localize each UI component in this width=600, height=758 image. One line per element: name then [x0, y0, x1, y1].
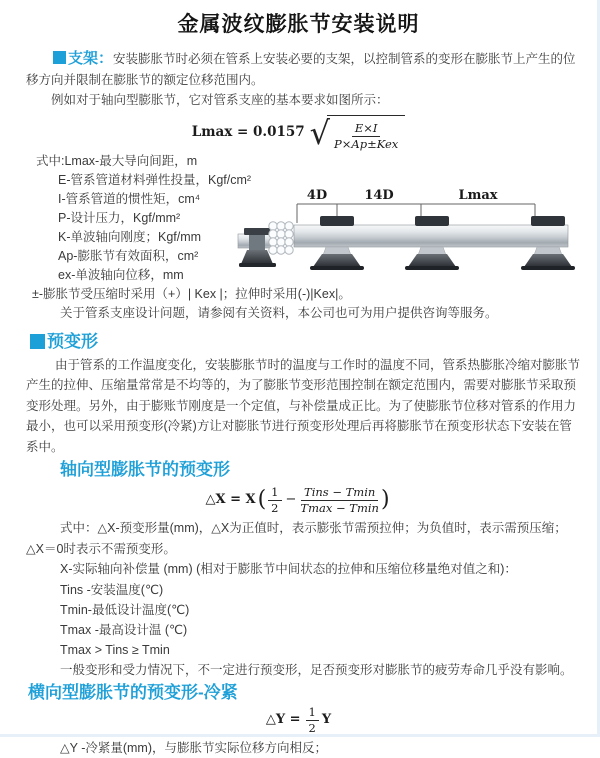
- support-intro-paragraph: [26, 49, 583, 90]
- lmax-formula-radicand: [327, 115, 405, 151]
- axial-formula-lhs: △X = X: [205, 490, 255, 511]
- temp-fraction-numerator: Tins − Tmin: [301, 486, 378, 501]
- support-intro-text: 安装膨胀节时必须在管系上安装必要的支架，以控制管系的变形在膨胀节上产生的位移方向并限制在膨胀节的额定位移范围内。: [26, 52, 576, 87]
- support-example-line: 例如对于轴向型膨胀节，它对管系支座的基本要求如图所示：: [26, 90, 583, 111]
- half-denominator: 2: [309, 721, 316, 735]
- axial-formula-temp-fraction: [300, 486, 379, 515]
- definition-line: Ap-膨胀节有效面积，cm²: [36, 247, 597, 266]
- section-bullet-icon: [53, 51, 66, 64]
- open-paren: (: [256, 489, 269, 511]
- lmax-formula: [0, 116, 597, 150]
- lateral-formula-half: [306, 706, 319, 735]
- lmax-formula-numerator: E×I: [352, 122, 381, 137]
- dim-label-14d: 14D: [364, 188, 393, 203]
- lmax-formula-lhs: Lmax = 0.0157: [192, 122, 305, 143]
- lateral-formula: [0, 706, 597, 736]
- main-pipe: [294, 225, 568, 247]
- plus-minus-note: ±-膨胀节受压缩时采用（+）| Kex |；拉伸时采用(-)|Kex|。: [32, 285, 597, 305]
- axial-formula: [0, 484, 597, 516]
- dim-label-lmax: Lmax: [458, 188, 497, 203]
- pipe-support-diagram: [238, 185, 590, 285]
- predeform-heading-label: 预变形: [47, 332, 98, 351]
- axial-note-1: 式中：△X-预变形量(mm)，△X为正值时，表示膨张节需预拉伸；为负值时，表示需预压缩；△X＝0时表示不需预变形。: [26, 518, 583, 559]
- definition-line: ex-单波轴向位移，mm: [36, 266, 597, 285]
- half-numerator: 1: [306, 706, 319, 721]
- dim-label-4d: 4D: [307, 188, 327, 203]
- definition-line: K-单波轴向刚度；Kgf/mm: [36, 228, 597, 247]
- lateral-note: △Y -冷紧量(mm)，与膨胀节实际位移方向相反；: [60, 738, 597, 758]
- half-numerator: 1: [268, 486, 281, 501]
- temp-definition-line: Tmax > Tins ≥ Tmin: [60, 640, 597, 660]
- bellows-icon: [269, 221, 293, 253]
- definition-line: I-管系管道的惯性矩，cm⁴: [36, 190, 597, 209]
- close-paren: ): [379, 489, 392, 511]
- axial-note-2: X-实际轴向补偿量 (mm) (相对于膨胀节中间状态的拉伸和压缩位移量绝对值之和)：: [60, 559, 597, 580]
- lateral-formula-lhs: △Y =: [266, 710, 301, 731]
- definition-line: 式中:Lmax-最大导向间距，m: [36, 152, 597, 171]
- section-bullet-icon: [30, 334, 45, 349]
- lateral-formula-rhs: Y: [322, 710, 331, 731]
- predeform-section-heading: [30, 331, 597, 353]
- predeform-paragraph: 由于管系的工作温度变化，安装膨胀节时的温度与工作时的温度不同，管系热膨胀冷缩对膨胀节产生的拉伸、压缩量常常是不均等的，为了膨胀节变形范围控制在额定范围内，需要对膨胀节采取预变形处理。另外，由于膨账节刚度是一个定值，与补偿量成正比。为了使膨胀节位移对管系的作用力最小，也可以采用预变形(冷紧)方让对膨胀节进行预变形处理后再将膨胀节在预变形状态下安装在管系中。: [26, 355, 583, 458]
- service-note: 关于管系支座设计问题，请参阅有关资料，本公司也可为用户提供咨询等服务。: [36, 304, 597, 324]
- square-root-icon: √: [310, 118, 330, 148]
- axial-note-3: 一般变形和受力情况下，不一定进行预变形，足否预变形对膨胀节的疲劳寿命几乎没有影响。: [60, 660, 597, 680]
- definition-line: P-设计压力，Kgf/mm²: [36, 209, 597, 228]
- support-section-heading: [53, 50, 113, 67]
- axial-subheading: 轴向型膨胀节的预变形: [60, 459, 597, 481]
- definitions-and-diagram: [36, 152, 597, 285]
- half-denominator: 2: [271, 501, 278, 515]
- lmax-formula-denominator: P×Ap±Kex: [334, 137, 398, 151]
- support-heading-label: 支架：: [68, 50, 113, 67]
- lateral-subheading: 横向型膨胀节的预变形-冷紧: [28, 682, 597, 704]
- minus-sign: −: [282, 490, 301, 511]
- temp-definition-line: Tins -安装温度(℃): [60, 580, 597, 600]
- temp-definition-line: Tmax -最高设计温 (℃): [60, 620, 597, 640]
- page-title: 金属波纹膨胀节安装说明: [0, 0, 597, 38]
- temp-fraction-denominator: Tmax − Tmin: [300, 501, 379, 515]
- temp-definition-line: Tmin-最低设计温度(℃): [60, 600, 597, 620]
- axial-formula-half: [268, 486, 281, 515]
- definition-line: E-管系管道材料弹性投量，Kgf/cm²: [36, 171, 597, 190]
